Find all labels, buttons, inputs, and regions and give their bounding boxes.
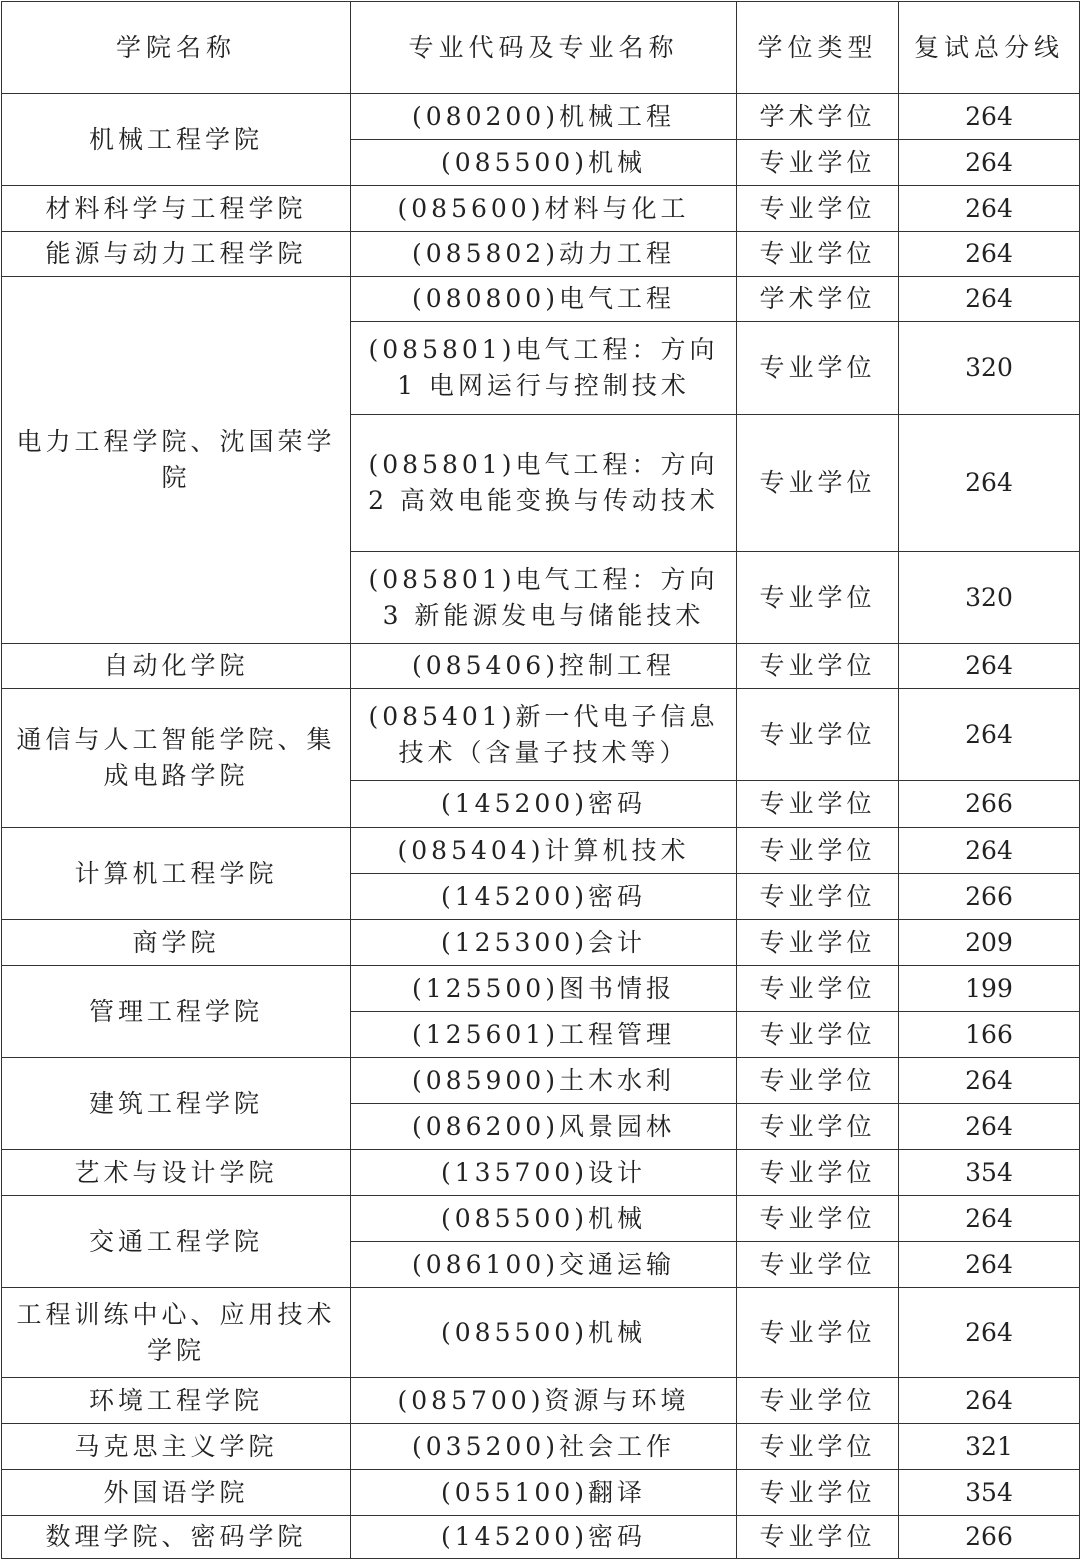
degree-type-cell: 专业学位: [737, 920, 899, 966]
major-cell: (145200)密码: [351, 874, 737, 920]
college-cell: 工程训练中心、应用技术学院: [2, 1288, 351, 1378]
college-cell: 交通工程学院: [2, 1196, 351, 1288]
table-row: [2, 689, 1080, 781]
college-cell: 环境工程学院: [2, 1378, 351, 1424]
degree-type-cell: 专业学位: [737, 322, 899, 415]
table-row: [2, 232, 1080, 277]
table-row: [2, 1288, 1080, 1378]
header-major: 专业代码及专业名称: [351, 2, 737, 94]
major-cell: (085406)控制工程: [351, 644, 737, 689]
degree-type-cell: 专业学位: [737, 1104, 899, 1150]
table-row: [2, 966, 1080, 1012]
major-cell: (085801)电气工程：方向 1 电网运行与控制技术: [351, 322, 737, 415]
college-cell: 外国语学院: [2, 1470, 351, 1516]
major-cell: (125300)会计: [351, 920, 737, 966]
score-cell: 209: [899, 920, 1080, 966]
college-cell: 通信与人工智能学院、集成电路学院: [2, 689, 351, 828]
college-cell: 商学院: [2, 920, 351, 966]
degree-type-cell: 专业学位: [737, 415, 899, 552]
major-cell: (080800)电气工程: [351, 277, 737, 322]
major-cell: (086100)交通运输: [351, 1242, 737, 1288]
degree-type-cell: 专业学位: [737, 781, 899, 828]
table-row: [2, 186, 1080, 232]
major-cell: (085500)机械: [351, 1288, 737, 1378]
degree-type-cell: 专业学位: [737, 1470, 899, 1516]
college-cell: 自动化学院: [2, 644, 351, 689]
score-cell: 264: [899, 644, 1080, 689]
major-cell: (085900)土木水利: [351, 1058, 737, 1104]
degree-type-cell: 专业学位: [737, 1150, 899, 1196]
degree-type-cell: 专业学位: [737, 1196, 899, 1242]
college-cell: 机械工程学院: [2, 94, 351, 186]
score-cell: 264: [899, 1378, 1080, 1424]
degree-type-cell: 专业学位: [737, 828, 899, 874]
table-row: [2, 1196, 1080, 1242]
score-cell: 264: [899, 415, 1080, 552]
degree-type-cell: 专业学位: [737, 966, 899, 1012]
major-cell: (085401)新一代电子信息技术（含量子技术等）: [351, 689, 737, 781]
degree-type-cell: 专业学位: [737, 1424, 899, 1470]
score-cell: 321: [899, 1424, 1080, 1470]
table-row: [2, 920, 1080, 966]
major-cell: (145200)密码: [351, 1516, 737, 1559]
score-cell: 264: [899, 1196, 1080, 1242]
major-cell: (055100)翻译: [351, 1470, 737, 1516]
major-cell: (085404)计算机技术: [351, 828, 737, 874]
score-cell: 264: [899, 94, 1080, 140]
major-cell: (085802)动力工程: [351, 232, 737, 277]
major-cell: (085500)机械: [351, 1196, 737, 1242]
degree-type-cell: 专业学位: [737, 552, 899, 644]
degree-type-cell: 专业学位: [737, 1516, 899, 1559]
college-cell: 能源与动力工程学院: [2, 232, 351, 277]
score-cell: 320: [899, 552, 1080, 644]
degree-type-cell: 专业学位: [737, 644, 899, 689]
table-row: [2, 644, 1080, 689]
college-cell: 材料科学与工程学院: [2, 186, 351, 232]
degree-type-cell: 专业学位: [737, 232, 899, 277]
score-cell: 264: [899, 140, 1080, 186]
major-cell: (086200)风景园林: [351, 1104, 737, 1150]
major-cell: (080200)机械工程: [351, 94, 737, 140]
major-cell: (085500)机械: [351, 140, 737, 186]
table-row: [2, 94, 1080, 140]
table-row: [2, 828, 1080, 874]
score-cell: 264: [899, 689, 1080, 781]
major-cell: (085600)材料与化工: [351, 186, 737, 232]
major-cell: (125601)工程管理: [351, 1012, 737, 1058]
major-cell: (035200)社会工作: [351, 1424, 737, 1470]
major-cell: (135700)设计: [351, 1150, 737, 1196]
major-cell: (085801)电气工程：方向 3 新能源发电与储能技术: [351, 552, 737, 644]
degree-type-cell: 专业学位: [737, 1378, 899, 1424]
score-cell: 266: [899, 874, 1080, 920]
score-table: [1, 1, 1080, 1559]
table-row: [2, 1424, 1080, 1470]
college-cell: 马克思主义学院: [2, 1424, 351, 1470]
degree-type-cell: 专业学位: [737, 140, 899, 186]
score-cell: 264: [899, 1242, 1080, 1288]
score-cell: 264: [899, 1104, 1080, 1150]
score-cell: 354: [899, 1150, 1080, 1196]
header-score: 复试总分线: [899, 2, 1080, 94]
degree-type-cell: 专业学位: [737, 689, 899, 781]
college-cell: 电力工程学院、沈国荣学院: [2, 277, 351, 644]
table-row: [2, 1516, 1080, 1559]
header-college: 学院名称: [2, 2, 351, 94]
college-cell: 管理工程学院: [2, 966, 351, 1058]
degree-type-cell: 专业学位: [737, 1012, 899, 1058]
score-cell: 264: [899, 1288, 1080, 1378]
college-cell: 建筑工程学院: [2, 1058, 351, 1150]
table-row: [2, 277, 1080, 322]
degree-type-cell: 专业学位: [737, 874, 899, 920]
score-cell: 199: [899, 966, 1080, 1012]
header-degree-type: 学位类型: [737, 2, 899, 94]
major-cell: (085801)电气工程：方向 2 高效电能变换与传动技术: [351, 415, 737, 552]
score-cell: 264: [899, 1058, 1080, 1104]
degree-type-cell: 专业学位: [737, 1242, 899, 1288]
college-cell: 数理学院、密码学院: [2, 1516, 351, 1559]
score-cell: 266: [899, 1516, 1080, 1559]
major-cell: (145200)密码: [351, 781, 737, 828]
table-header-row: [2, 2, 1080, 94]
score-cell: 166: [899, 1012, 1080, 1058]
degree-type-cell: 专业学位: [737, 1058, 899, 1104]
score-cell: 264: [899, 232, 1080, 277]
table-row: [2, 1470, 1080, 1516]
score-cell: 320: [899, 322, 1080, 415]
major-cell: (085700)资源与环境: [351, 1378, 737, 1424]
college-cell: 计算机工程学院: [2, 828, 351, 920]
degree-type-cell: 学术学位: [737, 94, 899, 140]
table-row: [2, 1150, 1080, 1196]
score-cell: 264: [899, 828, 1080, 874]
score-cell: 264: [899, 277, 1080, 322]
table-row: [2, 1378, 1080, 1424]
score-cell: 266: [899, 781, 1080, 828]
score-cell: 264: [899, 186, 1080, 232]
degree-type-cell: 专业学位: [737, 186, 899, 232]
major-cell: (125500)图书情报: [351, 966, 737, 1012]
table-row: [2, 1058, 1080, 1104]
score-cell: 354: [899, 1470, 1080, 1516]
college-cell: 艺术与设计学院: [2, 1150, 351, 1196]
degree-type-cell: 专业学位: [737, 1288, 899, 1378]
degree-type-cell: 学术学位: [737, 277, 899, 322]
